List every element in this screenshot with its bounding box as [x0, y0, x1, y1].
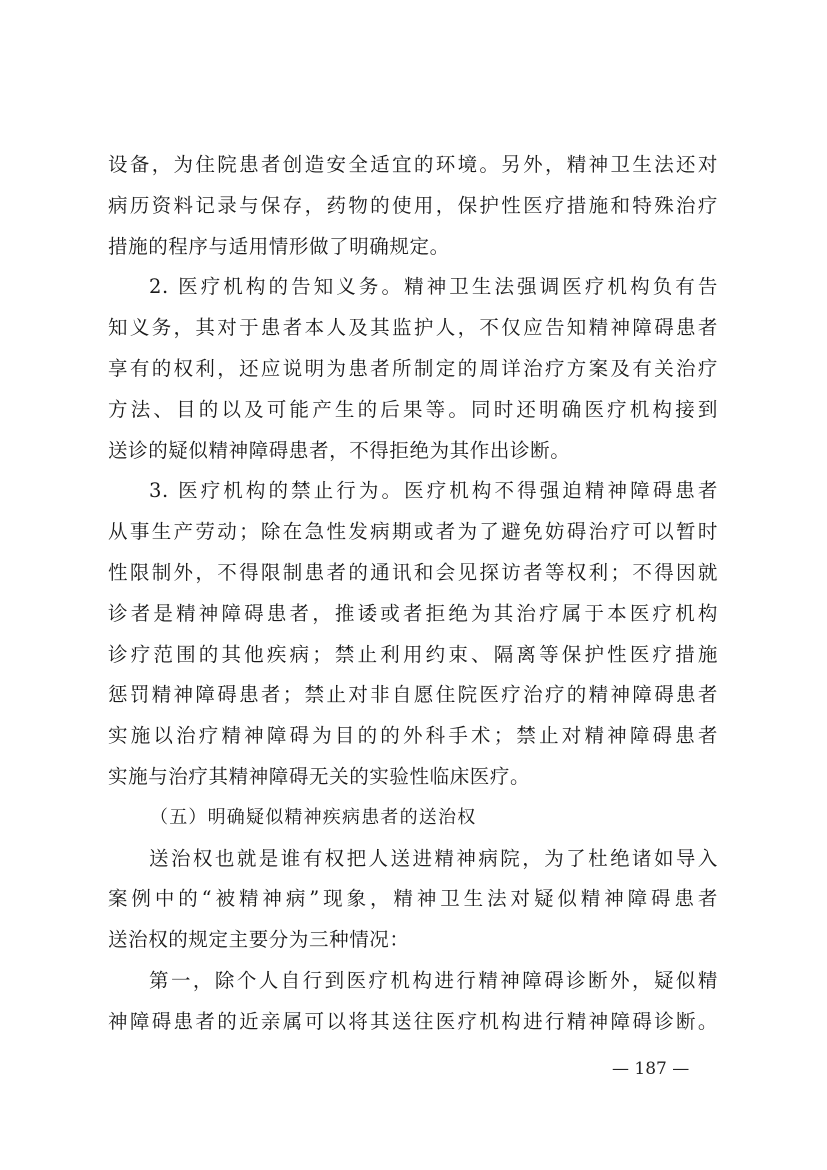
text-line: 第一，除个人自行到医疗机构进行精神障碍诊断外，疑似精	[149, 968, 718, 992]
text-line: 惩罚精神障碍患者；禁止对非自愿住院医疗治疗的精神障碍患者	[108, 683, 718, 707]
text-line: 从事生产劳动；除在急性发病期或者为了避免妨碍治疗可以暂时	[108, 520, 718, 544]
page-number: — 187 —	[612, 1059, 690, 1079]
text-line: 诊者是精神障碍患者，推诿或者拒绝为其治疗属于本医疗机构	[108, 601, 718, 625]
text-line: 实施与治疗其精神障碍无关的实验性临床医疗。	[108, 764, 531, 788]
text-line: 设备，为住院患者创造安全适宜的环境。另外，精神卫生法还对	[108, 153, 718, 176]
text-line: 送诊的疑似精神障碍患者，不得拒绝为其作出诊断。	[108, 438, 571, 462]
text-line: 病历资料记录与保存，药物的使用，保护性医疗措施和特殊治疗	[108, 193, 718, 217]
text-line: 案例中的“被精神病”现象，精神卫生法对疑似精神障碍患者	[108, 887, 718, 911]
text-line: 2. 医疗机构的告知义务。精神卫生法强调医疗机构负有告	[149, 275, 718, 299]
text-line: 方法、目的以及可能产生的后果等。同时还明确医疗机构接到	[108, 397, 718, 421]
text-line: 措施的程序与适用情形做了明确规定。	[108, 234, 450, 258]
text-line: 知义务，其对于患者本人及其监护人，不仅应告知精神障碍患者	[108, 316, 718, 340]
text-line: 神障碍患者的近亲属可以将其送往医疗机构进行精神障碍诊断。	[108, 1009, 718, 1033]
text-line: 诊疗范围的其他疾病；禁止利用约束、隔离等保护性医疗措施	[108, 642, 718, 666]
text-line: 3. 医疗机构的禁止行为。医疗机构不得强迫精神障碍患者	[149, 479, 718, 503]
text-line: 性限制外，不得限制患者的通讯和会见探访者等权利；不得因就	[108, 560, 718, 584]
body-text	[108, 145, 718, 1043]
text-line: 享有的权利，还应说明为患者所制定的周详治疗方案及有关治疗	[108, 356, 718, 380]
text-line: 送治权的规定主要分为三种情况：	[108, 928, 410, 952]
text-line: 送治权也就是谁有权把人送进精神病院，为了杜绝诸如导入	[149, 846, 718, 870]
section-heading: （五）明确疑似精神疾病患者的送治权	[150, 806, 477, 828]
text-line: 实施以治疗精神障碍为目的的外科手术；禁止对精神障碍患者	[108, 724, 718, 748]
